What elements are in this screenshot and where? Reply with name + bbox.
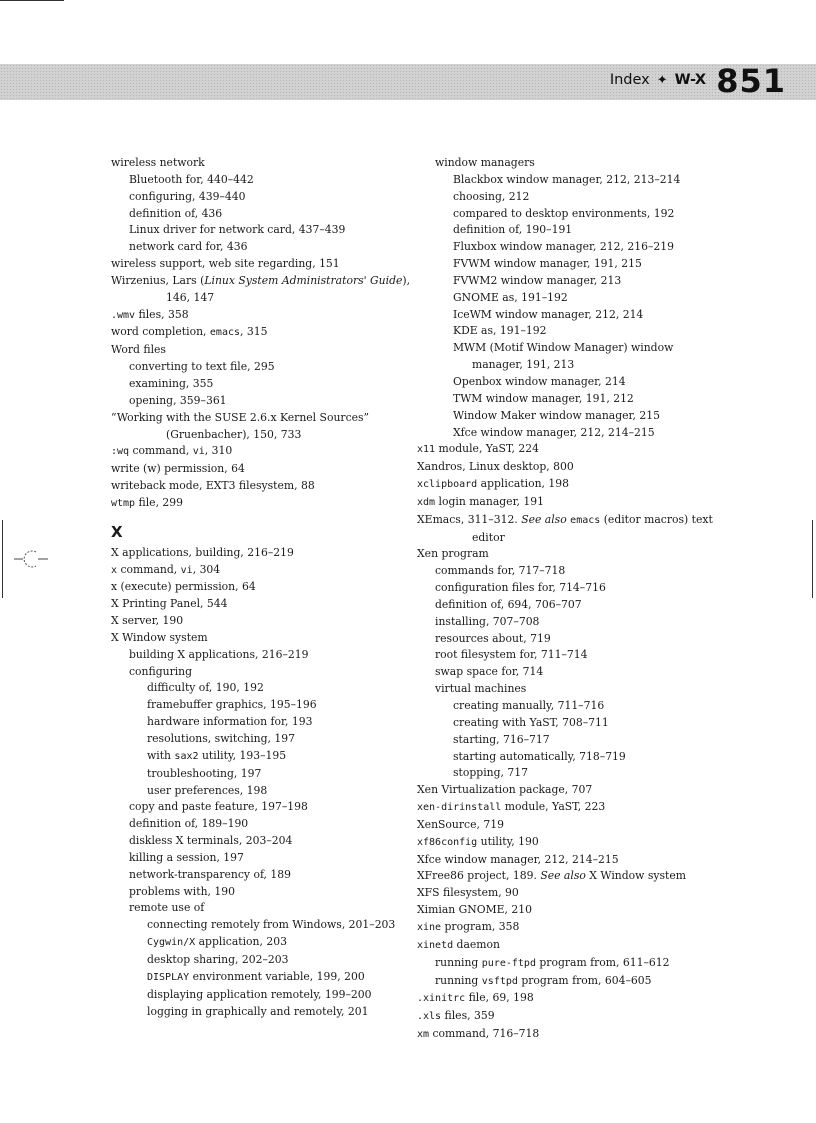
index-entry	[111, 562, 411, 580]
code-term: xm	[417, 1029, 430, 1041]
code-term: vi	[180, 564, 193, 576]
index-entry	[417, 408, 717, 425]
code-term: :wq	[111, 446, 130, 458]
index-entry	[417, 273, 717, 290]
entry-text: Word files	[111, 343, 166, 357]
index-entry	[417, 476, 717, 494]
entry-text: application, 198	[477, 477, 570, 491]
entry-text: XEmacs, 311–312.	[417, 512, 522, 526]
entry-text: Blackbox window manager, 212, 213–214	[453, 172, 681, 186]
index-entry	[417, 425, 717, 442]
index-entry	[417, 698, 717, 715]
code-term: sax2	[174, 750, 199, 762]
entry-text: daemon	[453, 937, 500, 951]
italic-text: See also	[540, 869, 586, 883]
entry-text: starting automatically, 718–719	[453, 749, 626, 763]
entry-text: X applications, building, 216–219	[111, 545, 294, 559]
index-entry	[111, 155, 411, 172]
code-term: Cygwin/X	[147, 937, 196, 949]
index-entry	[417, 765, 717, 782]
index-entry	[111, 1004, 411, 1021]
entry-text: environment variable, 199, 200	[189, 969, 365, 983]
entry-text: running	[435, 973, 482, 987]
index-entry	[111, 342, 411, 359]
entry-text: utility, 193–195	[198, 748, 287, 762]
entry-text: wireless network	[111, 156, 205, 169]
entry-text: desktop sharing, 202–203	[147, 952, 289, 966]
index-entry	[111, 850, 411, 867]
index-entry	[111, 833, 411, 850]
index-entry	[111, 697, 411, 714]
index-entry	[417, 782, 717, 799]
code-term: xdm	[417, 496, 436, 508]
code-term: xen-dirinstall	[417, 802, 502, 814]
entry-text: MWM (Motif Window Manager) window	[453, 341, 674, 355]
index-entry	[417, 441, 717, 459]
index-entry	[111, 613, 411, 630]
index-entry	[417, 715, 717, 732]
index-entry	[417, 512, 717, 530]
code-term: emacs	[570, 514, 601, 526]
diamond-icon: ✦	[656, 72, 668, 88]
entry-text: X Window system	[111, 630, 208, 644]
index-entry	[417, 530, 717, 547]
index-entry	[111, 239, 411, 256]
index-column-left	[111, 155, 411, 1020]
entry-text: difficulty of, 190, 192	[147, 681, 264, 695]
index-entry	[111, 376, 411, 393]
code-term: x	[111, 564, 118, 576]
entry-text: starting, 716–717	[453, 732, 550, 746]
index-entry	[417, 340, 717, 357]
entry-text: resources about, 719	[435, 631, 551, 645]
code-term: pure-ftpd	[481, 957, 536, 969]
entry-text: Wirzenius, Lars (	[111, 273, 205, 287]
entry-text: with	[147, 748, 175, 762]
entry-text: choosing, 212	[453, 189, 530, 203]
entry-text: write (w) permission, 64	[111, 462, 245, 476]
entry-text: login manager, 191	[435, 494, 545, 508]
index-entry	[417, 614, 717, 631]
entry-text: manager, 191, 213	[472, 358, 575, 372]
code-term: .xls	[417, 1011, 442, 1023]
entry-text: , 310	[204, 444, 233, 458]
index-entry	[417, 681, 717, 698]
entry-text: FVWM2 window manager, 213	[453, 273, 622, 287]
entry-text: module, YaST, 223	[501, 800, 606, 814]
index-entry	[417, 357, 717, 374]
index-entry	[417, 155, 717, 172]
entry-text: definition of, 189–190	[129, 817, 249, 831]
entry-text: Ximian GNOME, 210	[417, 903, 532, 917]
entry-text: opening, 359–361	[129, 393, 227, 407]
index-entry	[111, 307, 411, 325]
entry-text: swap space for, 714	[435, 665, 544, 679]
entry-text: XFree86 project, 189.	[417, 869, 541, 883]
index-entry	[417, 374, 717, 391]
entry-text: troubleshooting, 197	[147, 766, 262, 780]
index-entry	[417, 919, 717, 937]
index-entry	[417, 459, 717, 476]
entry-text: Fluxbox window manager, 212, 216–219	[453, 240, 674, 254]
index-entry	[417, 868, 717, 885]
index-entry	[111, 461, 411, 478]
entry-text: Bluetooth for, 440–442	[129, 172, 254, 186]
entry-text: file, 69, 198	[465, 991, 534, 1005]
crop-mark-line	[0, 0, 64, 1]
index-entry	[111, 256, 411, 273]
entry-text: FVWM window manager, 191, 215	[453, 257, 642, 271]
index-column-right	[417, 155, 717, 1044]
entry-text: copy and paste feature, 197–198	[129, 800, 308, 814]
entry-text: Xfce window manager, 212, 214–215	[417, 852, 619, 866]
index-entry	[111, 799, 411, 816]
index-entry	[111, 664, 411, 681]
entry-text: writeback mode, EXT3 filesystem, 88	[111, 479, 315, 493]
entry-text: X Window system	[585, 869, 686, 883]
entry-text: killing a session, 197	[129, 850, 244, 864]
index-entry	[417, 817, 717, 834]
index-entry	[417, 597, 717, 614]
entry-text: IceWM window manager, 212, 214	[453, 307, 644, 321]
entry-text: creating manually, 711–716	[453, 699, 605, 712]
section-letter	[111, 521, 411, 543]
entry-text: X	[111, 522, 123, 541]
index-entry	[417, 973, 717, 991]
code-term: DISPLAY	[147, 971, 190, 983]
code-term: vsftpd	[481, 975, 518, 987]
index-entry	[111, 596, 411, 613]
index-entry	[417, 799, 717, 817]
index-entry	[111, 172, 411, 189]
right-edge-rule	[812, 520, 813, 598]
entry-text: diskless X terminals, 203–204	[129, 834, 293, 848]
code-term: xf86config	[417, 836, 478, 848]
entry-text: editor	[472, 530, 505, 544]
italic-text: See also	[521, 512, 567, 526]
entry-text: (editor macros) text	[600, 512, 713, 526]
index-entry	[111, 324, 411, 342]
entry-text: stopping, 717	[453, 766, 528, 780]
entry-text: user preferences, 198	[147, 783, 268, 797]
entry-text: building X applications, 216–219	[129, 647, 309, 661]
index-entry	[417, 563, 717, 580]
index-entry	[111, 443, 411, 461]
index-entry	[111, 783, 411, 800]
index-entry	[417, 631, 717, 648]
entry-text: Window Maker window manager, 215	[453, 408, 660, 422]
index-entry	[417, 256, 717, 273]
index-entry	[417, 307, 717, 324]
entry-text: definition of, 190–191	[453, 223, 573, 237]
index-entry	[417, 239, 717, 256]
entry-text: logging in graphically and remotely, 201	[147, 1004, 369, 1018]
index-entry	[417, 990, 717, 1008]
entry-text: Linux driver for network card, 437–439	[129, 223, 346, 237]
entry-text: X server, 190	[111, 614, 184, 628]
index-entry	[417, 189, 717, 206]
entry-text: word completion,	[111, 325, 210, 339]
code-term: vi	[192, 446, 205, 458]
entry-text: ),	[402, 273, 411, 287]
index-entry	[417, 885, 717, 902]
entry-text: , 304	[192, 562, 221, 576]
index-entry	[417, 546, 717, 563]
index-entry	[111, 359, 411, 376]
index-entry	[111, 731, 411, 748]
entry-text: creating with YaST, 708–711	[453, 715, 609, 729]
entry-text: problems with, 190	[129, 884, 235, 898]
registration-mark-icon	[14, 544, 48, 574]
entry-text: virtual machines	[435, 682, 527, 696]
index-entry	[417, 902, 717, 919]
index-entry	[111, 714, 411, 731]
index-entry	[417, 647, 717, 664]
code-term: xinetd	[417, 939, 454, 951]
code-term: .wmv	[111, 309, 136, 321]
entry-text: , 315	[240, 325, 268, 339]
index-entry	[417, 852, 717, 869]
index-entry	[111, 867, 411, 884]
code-term: emacs	[209, 327, 241, 339]
index-entry	[417, 206, 717, 223]
entry-text: Xfce window manager, 212, 214–215	[453, 425, 655, 439]
index-entry	[111, 680, 411, 697]
entry-text: command,	[117, 562, 181, 576]
index-entry	[111, 987, 411, 1004]
index-entry	[417, 937, 717, 955]
entry-text: configuring, 439–440	[129, 189, 246, 203]
entry-text: connecting remotely from Windows, 201–203	[147, 918, 396, 932]
index-entry	[417, 172, 717, 189]
left-edge-rule	[2, 520, 3, 598]
entry-text: network card for, 436	[129, 240, 248, 254]
index-entry	[111, 917, 411, 934]
entry-text: displaying application remotely, 199–200	[147, 987, 372, 1001]
index-entry	[111, 290, 411, 307]
entry-text: GNOME as, 191–192	[453, 290, 568, 304]
entry-text: “Working with the SUSE 2.6.x Kernel Sources”	[111, 410, 370, 424]
entry-text: compared to desktop environments, 192	[453, 206, 675, 220]
index-entry	[111, 545, 411, 562]
index-entry	[111, 748, 411, 766]
entry-text: Xen Virtualization package, 707	[417, 783, 593, 797]
index-entry	[111, 900, 411, 917]
index-entry	[111, 393, 411, 410]
index-entry	[417, 1008, 717, 1026]
entry-text: configuring	[129, 664, 193, 678]
index-entry	[417, 834, 717, 852]
index-entry	[417, 749, 717, 766]
index-entry	[417, 664, 717, 681]
entry-text: resolutions, switching, 197	[147, 732, 296, 745]
entry-text: running	[435, 955, 482, 969]
entry-text: installing, 707–708	[435, 614, 540, 628]
code-term: .xinitrc	[417, 993, 466, 1005]
entry-text: wireless support, web site regarding, 151	[111, 257, 340, 271]
index-entry	[111, 206, 411, 223]
entry-text: examining, 355	[129, 376, 214, 390]
index-entry	[417, 323, 717, 340]
index-entry	[417, 290, 717, 307]
entry-text: KDE as, 191–192	[453, 324, 547, 338]
index-entry	[111, 816, 411, 833]
entry-text: converting to text file, 295	[129, 360, 275, 374]
page-number: 851	[716, 62, 786, 100]
index-entry	[111, 410, 411, 427]
index-entry	[111, 884, 411, 901]
code-term: xine	[417, 921, 442, 933]
index-entry	[111, 766, 411, 783]
entry-text: X Printing Panel, 544	[111, 597, 228, 611]
code-term: x11	[417, 444, 436, 456]
entry-text: application, 203	[195, 935, 287, 949]
index-entry	[111, 934, 411, 952]
index-entry	[417, 391, 717, 408]
index-entry	[111, 273, 411, 290]
entry-text: XenSource, 719	[417, 817, 504, 831]
header-range: W-X	[674, 72, 706, 88]
entry-text: command, 716–718	[429, 1027, 540, 1041]
header-section: Index	[609, 72, 650, 88]
entry-text: definition of, 694, 706–707	[435, 597, 582, 611]
entry-text: file, 299	[135, 495, 184, 509]
entry-text: files, 358	[135, 307, 189, 321]
entry-text: Xandros, Linux desktop, 800	[417, 460, 574, 474]
index-entry	[417, 222, 717, 239]
index-entry	[111, 647, 411, 664]
entry-text: XFS filesystem, 90	[417, 886, 519, 900]
index-entry	[111, 478, 411, 495]
entry-text: 146, 147	[166, 290, 215, 304]
index-entry	[111, 189, 411, 206]
entry-text: configuration files for, 714–716	[435, 581, 606, 595]
entry-text: definition of, 436	[129, 206, 223, 220]
index-entry	[417, 1026, 717, 1044]
index-entry	[111, 495, 411, 513]
entry-text: framebuffer graphics, 195–196	[147, 698, 317, 712]
entry-text: program from, 611–612	[535, 955, 670, 969]
entry-text: commands for, 717–718	[435, 564, 566, 578]
entry-text: files, 359	[441, 1009, 495, 1023]
entry-text: hardware information for, 193	[147, 715, 313, 729]
code-term: xclipboard	[417, 479, 478, 491]
running-header-label	[610, 72, 706, 88]
entry-text: window managers	[435, 156, 535, 169]
entry-text: (Gruenbacher), 150, 733	[166, 427, 302, 441]
entry-text: module, YaST, 224	[435, 442, 540, 456]
entry-text: utility, 190	[477, 834, 539, 848]
entry-text: root filesystem for, 711–714	[435, 648, 588, 662]
index-entry	[111, 579, 411, 596]
code-term: wtmp	[111, 497, 136, 509]
entry-text: x (execute) permission, 64	[111, 580, 256, 594]
entry-text: command,	[129, 444, 193, 458]
entry-text: program from, 604–605	[517, 973, 652, 987]
entry-text: program, 358	[441, 919, 520, 933]
index-entry	[111, 427, 411, 444]
index-entry	[417, 955, 717, 973]
index-entry	[417, 494, 717, 512]
index-entry	[111, 952, 411, 969]
italic-text: Linux System Administrators' Guide	[204, 273, 403, 287]
entry-text: network-transparency of, 189	[129, 867, 292, 881]
entry-text: Openbox window manager, 214	[453, 374, 626, 388]
index-entry	[111, 222, 411, 239]
index-entry	[417, 732, 717, 749]
index-entry	[417, 580, 717, 597]
entry-text: TWM window manager, 191, 212	[453, 391, 634, 405]
entry-text: Xen program	[417, 547, 489, 561]
index-entry	[111, 630, 411, 647]
entry-text: remote use of	[129, 901, 205, 915]
index-entry	[111, 969, 411, 987]
